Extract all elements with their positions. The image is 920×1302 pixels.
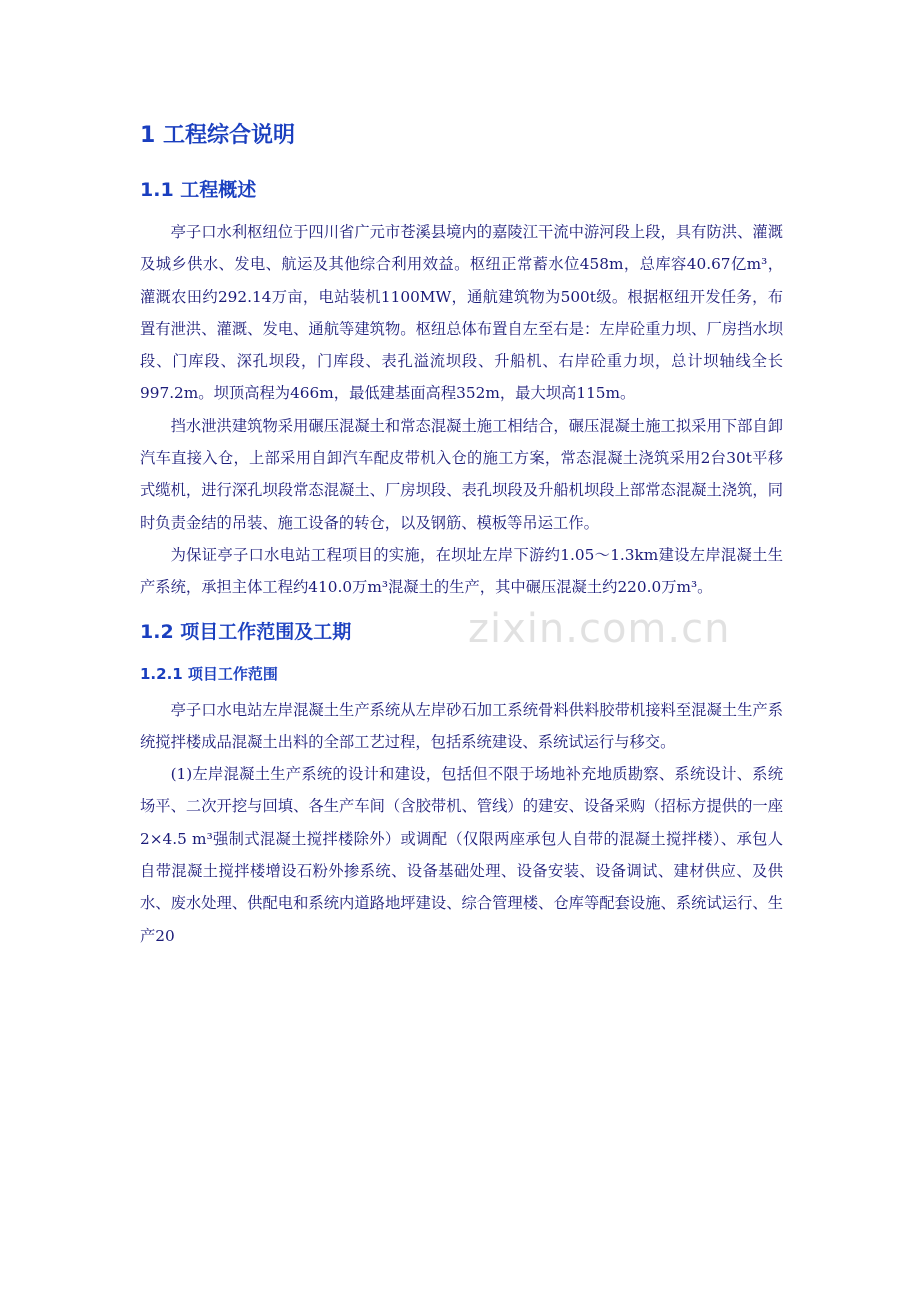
paragraph: 挡水泄洪建筑物采用碾压混凝土和常态混凝土施工相结合，碾压混凝土施工拟采用下部自卸汽车直接入仓，上部采用自卸汽车配皮带机入仓的施工方案，常态混凝土浇筑采用2台30t平移式缆机，进行深孔坝段常态混凝土、厂房坝段、表孔坝段及升船机坝段上部常态混凝土浇筑，同时负责金结的吊装、施工设备的转仓，以及钢筋、模板等吊运工作。 (140, 416, 783, 532)
section-1-1-heading: 1.1 工程概述 (140, 179, 257, 201)
document-page (140, 110, 783, 952)
watermark: zixin.com.cn (468, 606, 731, 652)
paragraph: 为保证亭子口水电站工程项目的实施，在坝址左岸下游约1.05～1.3km建设左岸混凝土生产系统，承担主体工程约410.0万m³混凝土的生产，其中碾压混凝土约220.0万m³。 (140, 545, 783, 597)
section-1-2-heading: 1.2 项目工作范围及工期 (140, 620, 352, 643)
paragraph: (1)左岸混凝土生产系统的设计和建设，包括但不限于场地补充地质勘察、系统设计、系统场平、二次开挖与回填、各生产车间（含胶带机、管线）的建安、设备采购（招标方提供的一座2×4.5 m³强制式混凝土搅拌楼除外）或调配（仅限两座承包人自带的混凝土搅拌楼）、承包人自带混凝土搅拌楼增设石粉外掺系统、设备基础处理、设备安装、设备调试、建材供应、及供水、废水处理、供配电和系统内道路地坪建设、综合管理楼、仓库等配套设施、系统试运行、生产20 (140, 765, 783, 945)
paragraph: 亭子口水利枢纽位于四川省广元市苍溪县境内的嘉陵江干流中游河段上段，具有防洪、灌溉及城乡供水、发电、航运及其他综合利用效益。枢纽正常蓄水位458m，总库容40.67亿m³，灌溉农田约292.14万亩，电站装机1100MW，通航建筑物为500t级。根据枢纽开发任务，布置有泄洪、灌溉、发电、通航等建筑物。枢纽总体布置自左至右是：左岸砼重力坝、厂房挡水坝段、门库段、深孔坝段，门库段、表孔溢流坝段、升船机、右岸砼重力坝，总计坝轴线全长997.2m。坝顶高程为466m，最低建基面高程352m，最大坝高115m。 (140, 223, 783, 403)
section-1-heading: 1 工程综合说明 (140, 123, 295, 148)
paragraph: 亭子口水电站左岸混凝土生产系统从左岸砂石加工系统骨料供料胶带机接料至混凝土生产系统搅拌楼成品混凝土出料的全部工艺过程，包括系统建设、系统试运行与移交。 (140, 700, 783, 751)
section-1-2-1-heading: 1.2.1 项目工作范围 (140, 664, 278, 683)
